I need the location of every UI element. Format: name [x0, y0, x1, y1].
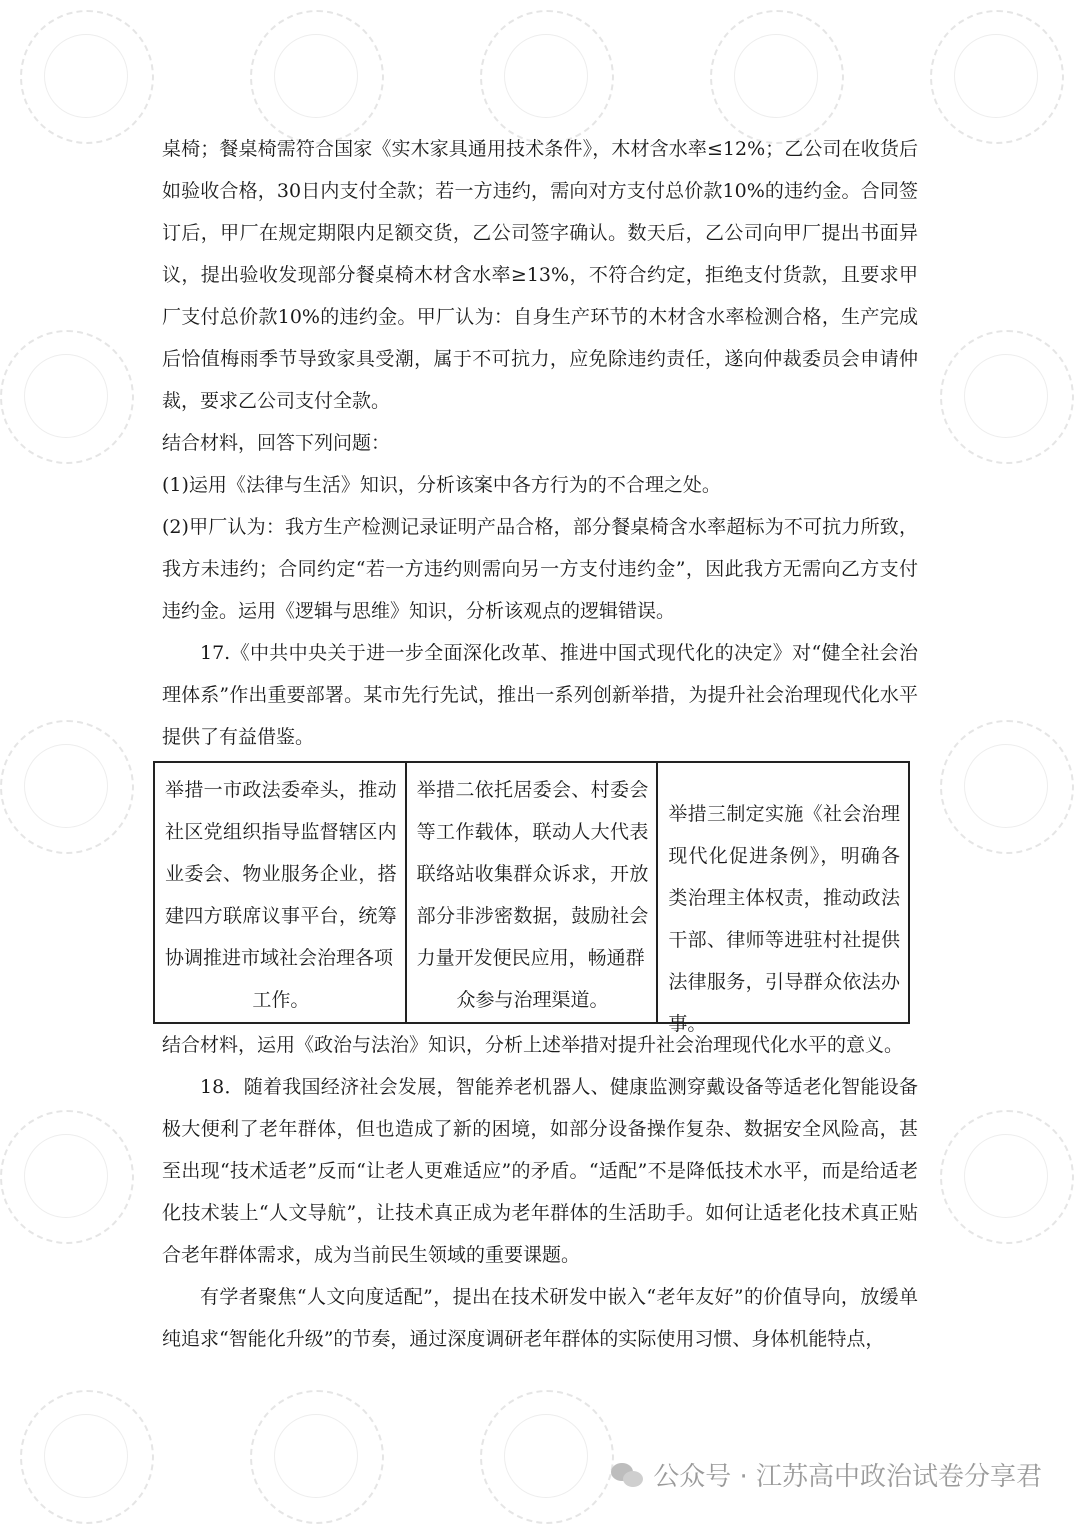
measure-2-text: 举措二依托居委会、村委会等工作载体，联动人大代表联络站收集群众诉求，开放部分非涉密数据，鼓励社会力量开发便民应用，畅通群	[416, 779, 649, 969]
watermark-stamp	[710, 10, 844, 144]
watermark-stamp	[940, 720, 1074, 854]
measure-cell-2	[407, 763, 659, 1022]
measure-1-tail: 工作。	[252, 989, 310, 1011]
measure-1-text: 举措一市政法委牵头，推动社区党组织指导监督辖区内业委会、物业服务企业，搭建四方联席议事平台，统筹协调推进市域社会治理各项	[165, 779, 397, 969]
wechat-icon	[611, 1461, 645, 1489]
q17-intro: 17.《中共中央关于进一步全面深化改革、推进中国式现代化的决定》对“健全社会治理体系”作出重要部署。某市先行先试，推出一系列创新举措，为提升社会治理现代化水平提供了有益借鉴。	[162, 642, 918, 748]
watermark-stamp	[480, 10, 614, 144]
watermark-stamp	[0, 720, 134, 854]
measure-2-tail: 众参与治理渠道。	[456, 989, 609, 1011]
watermark-stamp	[20, 1390, 154, 1524]
watermark-stamp	[480, 1390, 614, 1524]
wechat-brand-watermark	[611, 1456, 1042, 1493]
measure-cell-3	[658, 763, 908, 1035]
watermark-stamp	[250, 1390, 384, 1524]
watermark-stamp	[940, 1110, 1074, 1244]
watermark-stamp	[0, 330, 134, 464]
measures-table	[153, 761, 910, 1035]
measure-3-text: 举措三制定实施《社会治理现代化促进条例》，明确各类治理主体权责，推动政法干部、律师等进驻村社提供法律服务，引导群众依法办事。	[668, 803, 901, 1035]
q18-paragraph-2: 有学者聚焦“人文向度适配”，提出在技术研发中嵌入“老年友好”的价值导向，放缓单纯追求“智能化升级”的节奏，通过深度调研老年群体的实际使用习惯、身体机能特点，	[162, 1286, 918, 1350]
watermark-stamp	[930, 10, 1064, 144]
watermark-stamp	[250, 10, 384, 144]
q16-prompt: 结合材料，回答下列问题：	[162, 432, 391, 454]
case-paragraph: 桌椅；餐桌椅需符合国家《实木家具通用技术条件》，木材含水率≤12%；乙公司在收货后如验收合格，30日内支付全款；若一方违约，需向对方支付总价款10%的违约金。合同签订后，甲厂在规定期限内足额交货，乙公司签字确认。数天后，乙公司向甲厂提出书面异议，提出验收发现部分餐桌椅木材含水率≥13%，不符合约定，拒绝支付货款，且要求甲厂支付总价款10%的违约金。甲厂认为：自身生产环节的木材含水率检测合格，生产完成后恰值梅雨季节导致家具受潮，属于不可抗力，应免除违约责任，遂向仲裁委员会申请仲裁，要求乙公司支付全款。	[162, 138, 918, 412]
watermark-stamp	[0, 1110, 134, 1244]
page-content	[162, 128, 918, 1360]
brand-label: 公众号 · 江苏高中政治试卷分享君	[653, 1462, 1042, 1492]
q16-part-1: (1)运用《法律与生活》知识，分析该案中各方行为的不合理之处。	[162, 474, 721, 496]
q17-question: 结合材料，运用《政治与法治》知识，分析上述举措对提升社会治理现代化水平的意义。	[162, 1034, 904, 1056]
q18-paragraph-1: 18．随着我国经济社会发展，智能养老机器人、健康监测穿戴设备等适老化智能设备极大便利了老年群体，但也造成了新的困境，如部分设备操作复杂、数据安全风险高，甚至出现“技术适老”反而“让老人更难适应”的矛盾。“适配”不是降低技术水平，而是给适老化技术装上“人文导航”，让技术真正成为老年群体的生活助手。如何让适老化技术真正贴合老年群体需求，成为当前民生领域的重要课题。	[162, 1076, 918, 1266]
q16-part-2: (2)甲厂认为：我方生产检测记录证明产品合格，部分餐桌椅含水率超标为不可抗力所致，我方未违约；合同约定“若一方违约则需向另一方支付违约金”，因此我方无需向乙方支付违约金。运用《逻辑与思维》知识，分析该观点的逻辑错误。	[162, 516, 918, 622]
watermark-stamp	[20, 10, 154, 144]
watermark-stamp	[940, 330, 1074, 464]
measure-cell-1	[155, 763, 407, 1022]
